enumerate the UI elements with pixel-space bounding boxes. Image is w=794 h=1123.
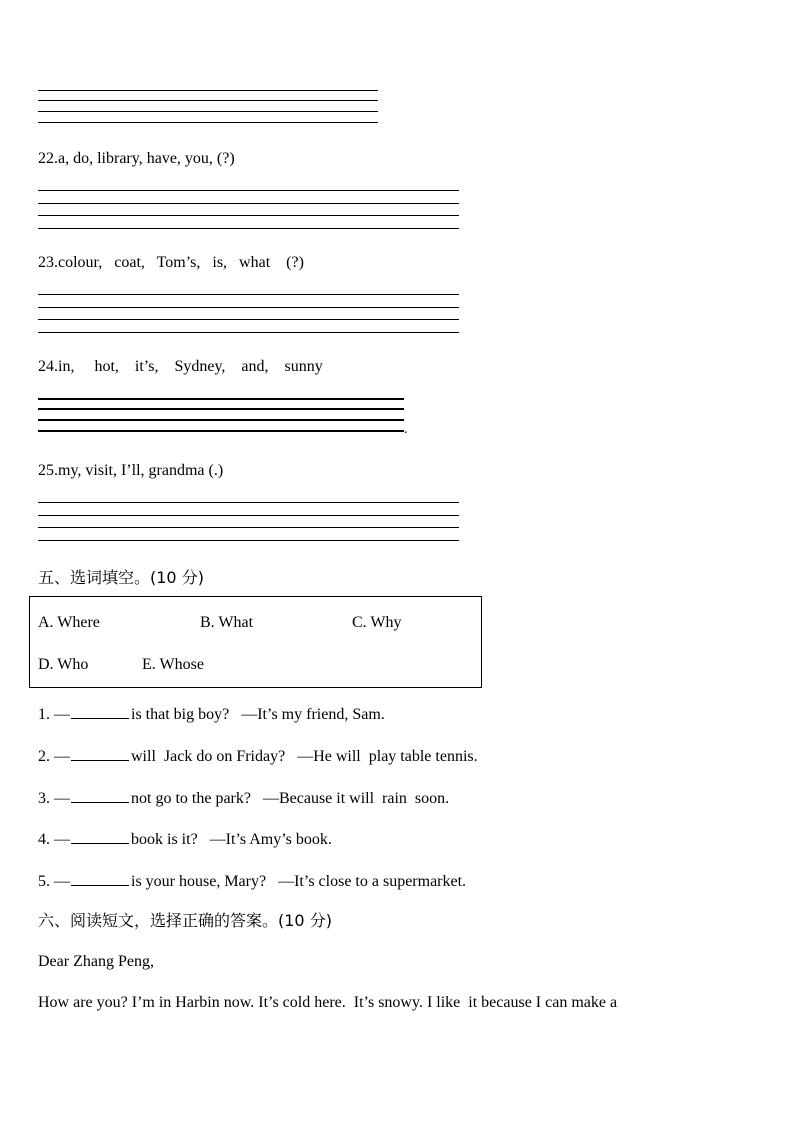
item-answer: —It’s my friend, Sam.: [241, 706, 385, 723]
item-number: 1. —: [38, 706, 70, 723]
question-22: [38, 150, 235, 168]
question-25: [38, 462, 223, 480]
item-question: not go to the park?: [131, 790, 251, 807]
option-e: E. Whose: [142, 656, 204, 673]
question-24: [38, 358, 323, 376]
item-question: is your house, Mary?: [131, 873, 267, 890]
answer-line: [38, 527, 459, 528]
letter-body-line: How are you? I’m in Harbin now. It’s cold here. It’s snowy. I like it because I can make a: [38, 994, 618, 1011]
letter-greeting: Dear Zhang Peng,: [38, 953, 154, 970]
answer-line: [38, 419, 404, 421]
answer-line: [38, 100, 378, 101]
answer-line: [38, 90, 378, 91]
answer-blank[interactable]: [71, 703, 129, 719]
question-number: 25.: [38, 462, 58, 479]
item-number: 3. —: [38, 790, 70, 807]
section-5-heading: 五、选词填空。(10 分): [38, 568, 204, 587]
answer-line: [38, 430, 404, 432]
fill-item-5: [38, 870, 466, 891]
answer-blank[interactable]: [71, 745, 129, 761]
answer-line: [38, 203, 459, 204]
answer-line: [38, 408, 404, 410]
option-b: B. What: [200, 614, 254, 631]
option-d: D. Who: [38, 656, 89, 673]
fill-item-4: [38, 828, 332, 849]
answer-line: [38, 122, 378, 123]
item-answer: —Because it will rain soon.: [262, 790, 450, 807]
item-answer: —It’s close to a supermarket.: [278, 873, 467, 890]
answer-blank[interactable]: [71, 870, 129, 886]
item-answer: —He will play table tennis.: [297, 748, 478, 765]
option-c: C. Why: [352, 614, 402, 631]
answer-blank[interactable]: [71, 828, 129, 844]
question-words: in, hot, it’s, Sydney, and, sunny: [58, 358, 323, 375]
item-number: 2. —: [38, 748, 70, 765]
question-words: colour, coat, Tom’s, is, what (?): [58, 254, 304, 271]
answer-line: [38, 319, 459, 320]
item-number: 5. —: [38, 873, 70, 890]
item-answer: —It’s Amy’s book.: [209, 831, 332, 848]
question-number: 23.: [38, 254, 58, 271]
answer-line: [38, 540, 459, 541]
item-number: 4. —: [38, 831, 70, 848]
answer-line: [38, 502, 459, 503]
word-choice-box: [29, 596, 482, 688]
answer-line: [38, 111, 378, 112]
fill-item-1: [38, 703, 385, 724]
fill-item-3: [38, 787, 449, 808]
end-mark: .: [404, 422, 408, 437]
question-23: [38, 254, 304, 272]
question-number: 22.: [38, 150, 58, 167]
answer-blank[interactable]: [71, 787, 129, 803]
answer-line: [38, 332, 459, 333]
answer-line: [38, 294, 459, 295]
question-words: my, visit, I’ll, grandma (.): [58, 462, 224, 479]
option-a: A. Where: [38, 614, 100, 631]
item-question: will Jack do on Friday?: [131, 748, 286, 765]
fill-item-2: [38, 745, 478, 766]
answer-line: [38, 307, 459, 308]
answer-line: [38, 215, 459, 216]
answer-line: [38, 228, 459, 229]
item-question: book is it?: [131, 831, 198, 848]
answer-line: [38, 190, 459, 191]
answer-line: [38, 515, 459, 516]
question-number: 24.: [38, 358, 58, 375]
section-6-heading: 六、阅读短文，选择正确的答案。(10 分): [38, 911, 332, 930]
item-question: is that big boy?: [131, 706, 230, 723]
question-words: a, do, library, have, you, (?): [58, 150, 235, 167]
answer-line: [38, 398, 404, 400]
